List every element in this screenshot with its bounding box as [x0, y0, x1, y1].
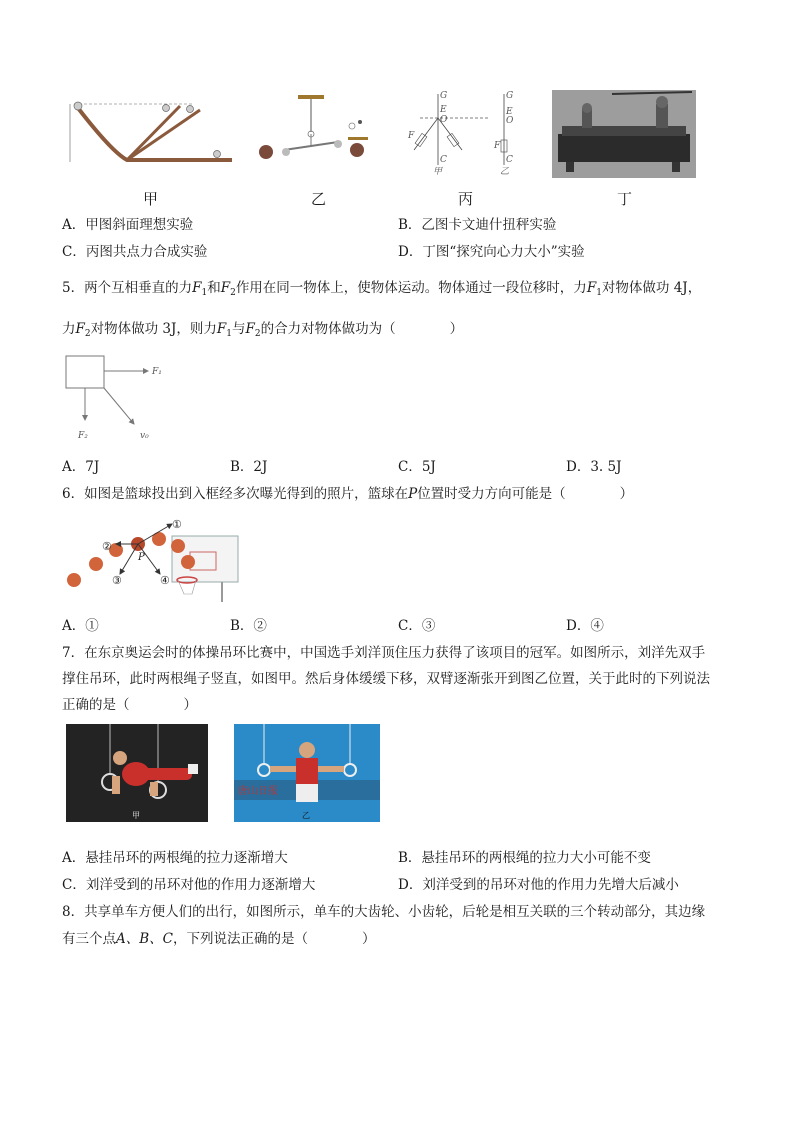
bing-label-yi: 乙 — [500, 167, 510, 176]
bing-label-o1: O — [440, 115, 448, 125]
q5-text: 的合力对物体做功为（ ） — [260, 321, 464, 337]
bing-label-o2: O — [506, 116, 514, 126]
q5-stem-line2 — [62, 320, 463, 343]
q5-label-v0: v₀ — [140, 431, 149, 441]
q5-sub: 1 — [226, 329, 233, 339]
bing-label-c2: C — [506, 155, 513, 165]
q5-text: 力 — [62, 321, 76, 337]
q5-text: 对物体做功 3J，则力 — [90, 321, 217, 337]
q6-marker-4: ④ — [160, 574, 170, 587]
figure-bing-force-composition — [400, 90, 530, 176]
q5-f: F — [216, 321, 227, 337]
q7-stem-line1: 7．在东京奥运会时的体操吊环比赛中，中国选手刘洋顶住压力获得了该项目的冠军。如图所示，刘洋先双手 — [62, 645, 706, 661]
bing-label-f2: F — [494, 141, 501, 151]
figure-bing-caption: 丙 — [458, 190, 474, 208]
q6-option-d[interactable]: D．④ — [566, 618, 604, 634]
q4-option-b[interactable]: B．乙图卡文迪什扭秤实验 — [398, 217, 557, 233]
q7-photo-jia-label: 甲 — [132, 811, 140, 820]
q4-option-c[interactable]: C．丙图共点力合成实验 — [62, 244, 208, 260]
q5-sub: 2 — [84, 329, 91, 339]
q6-option-a[interactable]: A．① — [62, 618, 99, 634]
q7-option-b[interactable]: B．悬挂吊环的两根绳的拉力大小可能不变 — [398, 850, 651, 866]
bing-label-e2: E — [506, 107, 513, 117]
q7-photo-yi — [234, 724, 380, 822]
q4-option-d[interactable]: D．丁图“探究向心力大小”实验 — [398, 244, 585, 260]
bing-label-g1: G — [440, 91, 448, 101]
q8-stem-line2 — [62, 930, 376, 948]
bing-label-jia: 甲 — [433, 167, 443, 176]
q8-points: A、B、C — [116, 931, 173, 947]
q5-f: F — [586, 280, 597, 296]
q7-option-a[interactable]: A．悬挂吊环的两根绳的拉力逐渐增大 — [62, 850, 288, 866]
q5-f: F — [245, 321, 255, 337]
q8-text: 有三个点 — [62, 931, 116, 947]
q5-f: F — [192, 280, 202, 296]
figure-yi-caption: 乙 — [311, 190, 327, 208]
q7-photo-jia — [66, 724, 208, 822]
q6-marker-p: P — [138, 552, 145, 563]
q6-marker-3: ③ — [112, 574, 122, 587]
q5-option-d[interactable]: D．3. 5J — [566, 459, 622, 475]
q7-stem-line3: 正确的是（ ） — [62, 697, 197, 713]
bing-label-c1: C — [440, 155, 447, 165]
figure-yi-torsion-balance — [256, 92, 376, 174]
svg-text:唐山日报: 唐山日报 — [238, 786, 278, 797]
q6-option-b[interactable]: B．② — [230, 618, 267, 634]
bing-label-g2: G — [506, 91, 514, 101]
figure-ding-caption: 丁 — [617, 190, 633, 208]
q5-label-f2: F₂ — [78, 431, 88, 441]
figure-jia-incline — [62, 92, 237, 174]
q5-sub: 2 — [254, 329, 261, 339]
q5-sub: 1 — [201, 288, 208, 298]
bing-label-e1: E — [440, 105, 447, 115]
q6-marker-2: ② — [102, 540, 112, 553]
q6-basketball-photo — [62, 514, 242, 602]
q5-option-b[interactable]: B．2J — [230, 459, 268, 475]
q6-option-c[interactable]: C．③ — [398, 618, 436, 634]
q6-stem — [62, 485, 633, 503]
q5-sub: 1 — [596, 288, 602, 298]
q7-photo-yi-label: 乙 — [302, 811, 310, 820]
q5-text: 与 — [232, 321, 246, 337]
q6-text: 6．如图是篮球投出到入框经多次曝光得到的照片，篮球在 — [62, 486, 409, 502]
q5-option-c[interactable]: C．5J — [398, 459, 436, 475]
q5-f: F — [220, 280, 231, 296]
q5-stem-line1 — [62, 279, 701, 302]
q7-option-d[interactable]: D．刘洋受到的吊环对他的作用力先增大后减小 — [398, 877, 679, 893]
bing-label-f1: F — [408, 131, 415, 141]
q5-text: 和 — [207, 280, 221, 296]
q6-text: 位置时受力方向可能是（ ） — [417, 486, 634, 502]
q5-label-f1: F₁ — [152, 367, 162, 377]
q6-marker-1: ① — [172, 518, 182, 531]
figure-jia-caption: 甲 — [143, 190, 159, 208]
q4-option-a[interactable]: A．甲图斜面理想实验 — [62, 217, 194, 233]
q5-force-diagram — [62, 352, 182, 444]
q8-stem-line1: 8．共享单车方便人们的出行，如图所示，单车的大齿轮、小齿轮，后轮是相互关联的三个转动部分，其边缘 — [62, 904, 706, 920]
q5-text: 对物体做功 4J， — [601, 280, 702, 296]
q5-text: 5．两个互相垂直的力 — [62, 280, 193, 296]
q8-text: ，下列说法正确的是（ ） — [173, 931, 376, 947]
q5-text: 作用在同一物体上，使物体运动。物体通过一段位移时，力 — [235, 280, 587, 296]
q5-option-a[interactable]: A．7J — [62, 459, 100, 475]
figure-ding-centripetal-apparatus — [552, 90, 696, 178]
q7-option-c[interactable]: C．刘洋受到的吊环对他的作用力逐渐增大 — [62, 877, 316, 893]
q6-p: P — [408, 486, 418, 502]
q5-f: F — [75, 321, 85, 337]
q5-sub: 2 — [230, 288, 236, 298]
q7-stem-line2: 撑住吊环，此时两根绳子竖直，如图甲。然后身体缓缓下移，双臂逐渐张开到图乙位置，关于此时的下列说法 — [62, 671, 710, 687]
